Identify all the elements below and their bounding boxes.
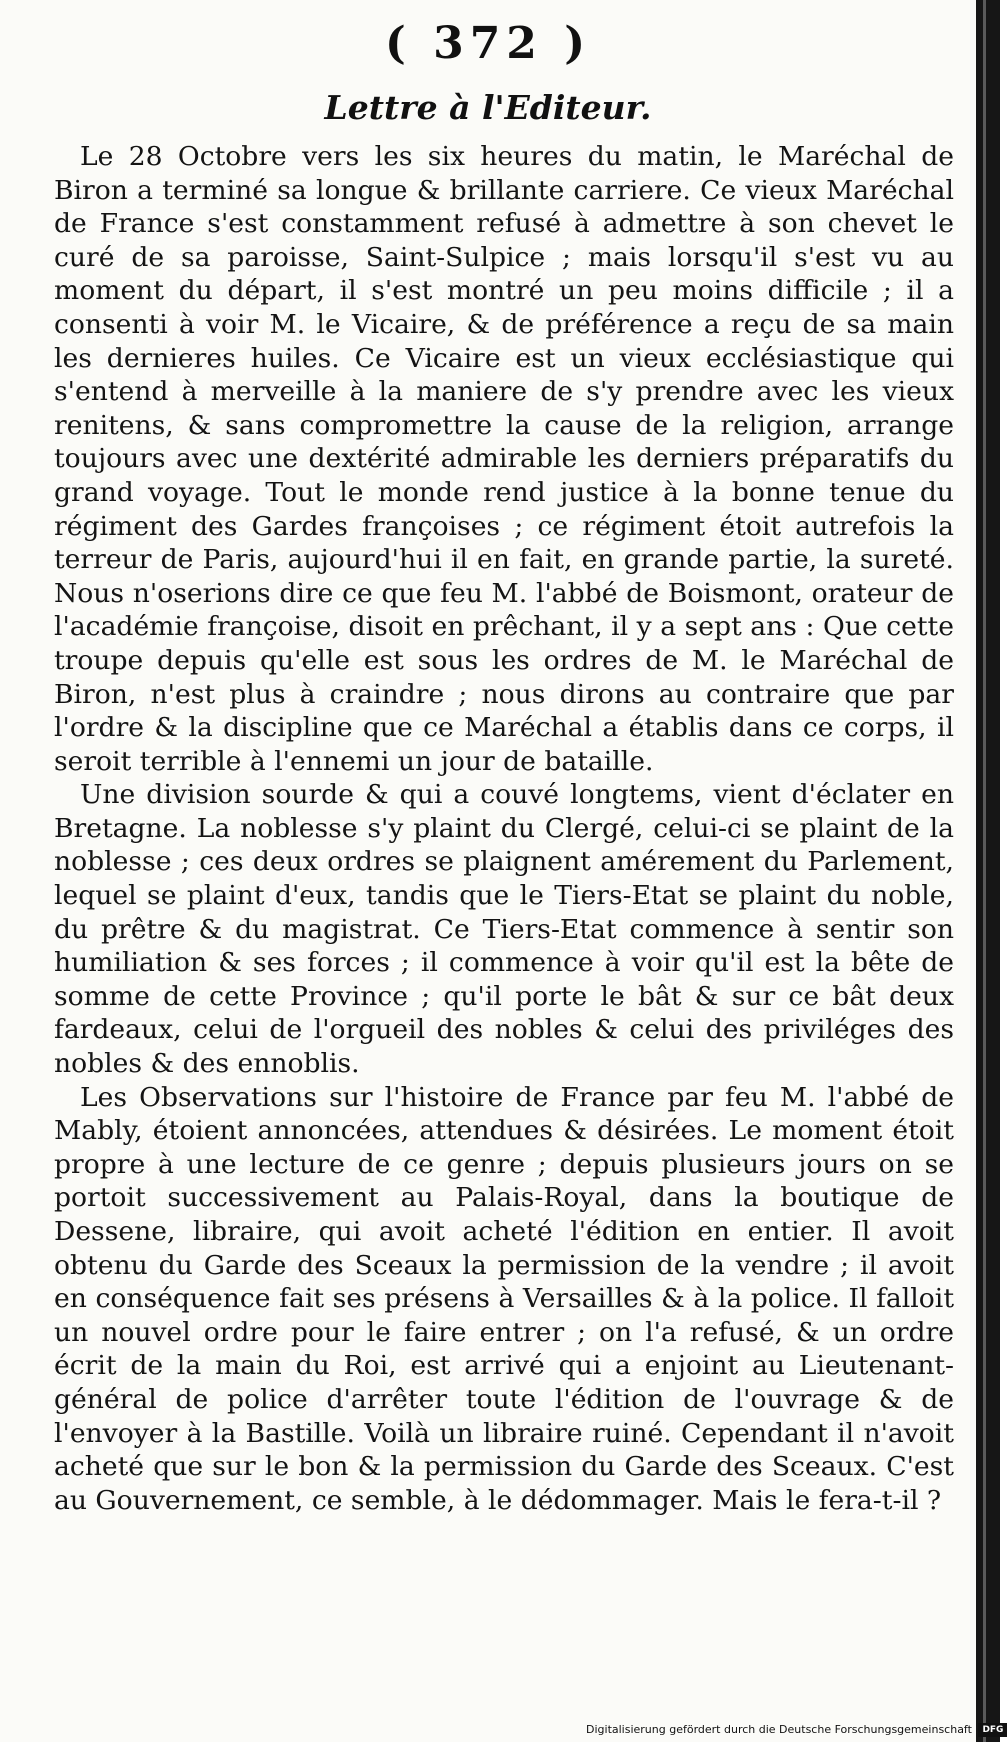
page-edge [976, 0, 1000, 1742]
paragraph: Une division sourde & qui a couvé longtems, vient d'éclater en Bretagne. La noblesse s'y plaint du Clergé, celui-ci se plaint de la noblesse ; ces deux ordres se plaignent amérement du Parlement, lequel se plaint d'eux, tandis que le Tiers-Etat se plaint du noble, du prêtre & du magistrat. Ce Tiers-Etat commence à sentir son humiliation & ses forces ; il commence à voir qu'il est la bête de somme de cette Province ; qu'il porte le bât & sur ce bât deux fardeaux, celui de l'orgueil des nobles & celui des priviléges des nobles & des ennoblis. [54, 779, 954, 1080]
digitization-footer [586, 1720, 1007, 1740]
dfg-logo-icon: DFG [978, 1723, 1007, 1737]
page-edge-line [983, 0, 986, 1742]
paragraph: Le 28 Octobre vers les six heures du matin, le Maréchal de Biron a terminé sa longue & brillante carriere. Ce vieux Maréchal de France s'est constamment refusé à admettre à son chevet le curé de sa paroisse, Saint-Sulpice ; mais lorsqu'il s'est vu au moment du départ, il s'est montré un peu moins difficile ; il a consenti à voir M. le Vicaire, & de préférence a reçu de sa main les dernieres huiles. Ce Vicaire est un vieux ecclésiastique qui s'entend à merveille à la maniere de s'y prendre avec les vieux renitens, & sans compromettre la cause de la religion, arrange toujours avec une dextérité admirable les derniers préparatifs du grand voyage. Tout le monde rend justice à la bonne tenue du régiment des Gardes françoises ; ce régiment étoit autrefois la terreur de Paris, aujourd'hui il en fait, en grande partie, la sureté. Nous n'oserions dire ce que feu M. l'abbé de Boismont, orateur de l'académie françoise, disoit en prêchant, il y a sept ans : Que cette troupe depuis qu'elle est sous les ordres de M. le Maréchal de Biron, n'est plus à craindre ; nous dirons au contraire que par l'ordre & la discipline que ce Maréchal a établis dans ce corps, il seroit terrible à l'ennemi un jour de bataille. [54, 141, 954, 777]
letter-body [54, 140, 954, 1517]
page-number: ( 372 ) [384, 18, 592, 69]
paragraph: Les Observations sur l'histoire de France par feu M. l'abbé de Mably, étoient annoncées, attendues & désirées. Le moment étoit propre à une lecture de ce genre ; depuis plusieurs jours on se portoit successivement au Palais-Royal, dans la boutique de Dessene, libraire, qui avoit acheté l'édition en entier. Il avoit obtenu du Garde des Sceaux la permission de la vendre ; il avoit en conséquence fait ses présens à Versailles & à la police. Il falloit un nouvel ordre pour le faire entrer ; on l'a refusé, & un ordre écrit de la main du Roi, est arrivé qui a enjoint au Lieutenant-général de police d'arrêter toute l'édition de l'ouvrage & de l'envoyer à la Bastille. Voilà un libraire ruiné. Cependant il n'avoit acheté que sur le bon & la permission du Garde des Sceaux. C'est au Gouvernement, ce semble, à le dédommager. Mais le fera-t-il ? [54, 1081, 954, 1516]
letter-heading: Lettre à l'Editeur. [324, 88, 652, 127]
footer-text: Digitalisierung gefördert durch die Deutsche Forschungsgemeinschaft [586, 1723, 972, 1736]
